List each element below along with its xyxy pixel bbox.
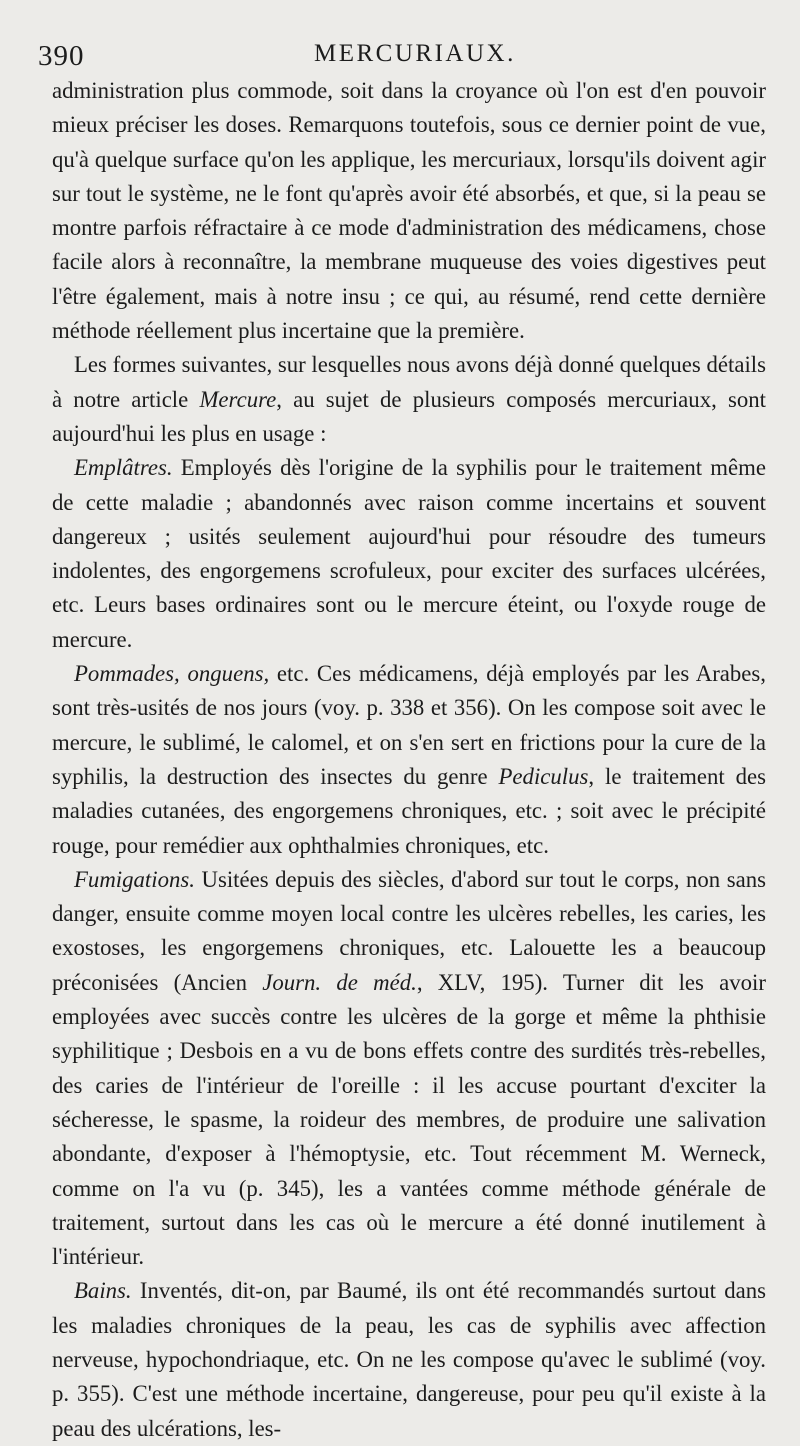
paragraph-text: , XLV, 195). Turner dit les avoir employées avec succès contre les ulcères de la gorge et même la phthisie syphilitique ; Desbois en a vu de bons effets contre des surdités très-rebelles, des caries de l'intérieur de l'oreille : il les accuse pourtant d'exciter la sécheresse, le spasme, la roideur des membres, de produire une salivation abondante, d'exposer à l'hémoptysie, etc. Tout récemment M. Werneck, comme on l'a vu (p. 345), les a vantées comme méthode générale de traitement, surtout dans les cas où le mercure a été donné inutilement à l'intérieur. bbox=[52, 969, 766, 1270]
italic-term: Pediculus bbox=[498, 763, 589, 789]
paragraph bbox=[52, 863, 766, 1275]
paragraph-text: Inventés, dit-on, par Baumé, ils ont été recommandés surtout dans les maladies chroniques de la peau, les cas de syphilis avec affection nerveuse, hypochondriaque, etc. On ne les compose qu'avec le sublimé (voy. p. 355). C'est une méthode incertaine, dangereuse, pour peu qu'il existe à la peau des ulcérations, les- bbox=[52, 1278, 766, 1441]
paragraph bbox=[52, 348, 766, 451]
paragraph bbox=[52, 657, 766, 863]
section-lead: Pommades, onguens, bbox=[74, 661, 270, 687]
page-header bbox=[38, 36, 766, 76]
paragraph bbox=[52, 1274, 766, 1445]
body-text bbox=[52, 74, 766, 1446]
paragraph bbox=[52, 74, 766, 348]
paragraph-text: etc. Ces médicamens, déjà employés par les Arabes, sont très-usités de nos jours (voy. p. 338 et 356). On les compose soit avec le mercure, le sublimé, le calomel, et on s'en sert en frictions pour la cure de la syphilis, la destruction des insectes du genre bbox=[52, 661, 766, 789]
paragraph-text: Les formes suivantes, sur lesquelles nous avons déjà donné quelques détails à notre article bbox=[52, 352, 766, 412]
paragraph bbox=[52, 451, 766, 657]
section-lead: Bains. bbox=[74, 1278, 132, 1304]
italic-term: Journ. de méd. bbox=[262, 969, 417, 995]
page-number: 390 bbox=[38, 40, 85, 72]
paragraph-text: Employés dès l'origine de la syphilis pour le traitement même de cette maladie ; abandonnés avec raison comme incertains et souvent dangereux ; usités seulement aujourd'hui pour résoudre des tumeurs indolentes, des engorgemens scrofuleux, pour exciter des surfaces ulcérées, etc. Leurs bases ordinaires sont ou le mercure éteint, ou l'oxyde rouge de mercure. bbox=[52, 455, 766, 652]
paragraph-text: , le traitement des maladies cutanées, des engorgemens chroniques, etc. ; soit avec le précipité rouge, pour remédier aux ophthalmies chroniques, etc. bbox=[52, 763, 766, 858]
paragraph-text: , au sujet de plusieurs composés mercuriaux, sont aujourd'hui les plus en usage : bbox=[52, 386, 766, 446]
paragraph-text: Usitées depuis des siècles, d'abord sur tout le corps, non sans danger, ensuite comme moyen local contre les ulcères rebelles, les caries, les exostoses, les engorgemens chroniques, etc. Lalouette les a beaucoup préconisées (Ancien bbox=[52, 866, 766, 995]
section-lead: Fumigations. bbox=[74, 866, 195, 892]
section-lead: Emplâtres. bbox=[74, 455, 173, 481]
running-head: MERCURIAUX. bbox=[314, 40, 516, 67]
italic-term: Mercure bbox=[199, 386, 277, 412]
paragraph-text: administration plus commode, soit dans la croyance où l'on est d'en pouvoir mieux préciser les doses. Remarquons toutefois, sous ce dernier point de vue, qu'à quelque surface qu'on les applique, les mercuriaux, lorsqu'ils doivent agir sur tout le système, ne le font qu'après avoir été absorbés, et que, si la peau se montre parfois réfractaire à ce mode d'administration des médicamens, chose facile alors à reconnaître, la membrane muqueuse des voies digestives peut l'être également, mais à notre insu ; ce qui, au résumé, rend cette dernière méthode réellement plus incertaine que la première. bbox=[52, 78, 766, 344]
